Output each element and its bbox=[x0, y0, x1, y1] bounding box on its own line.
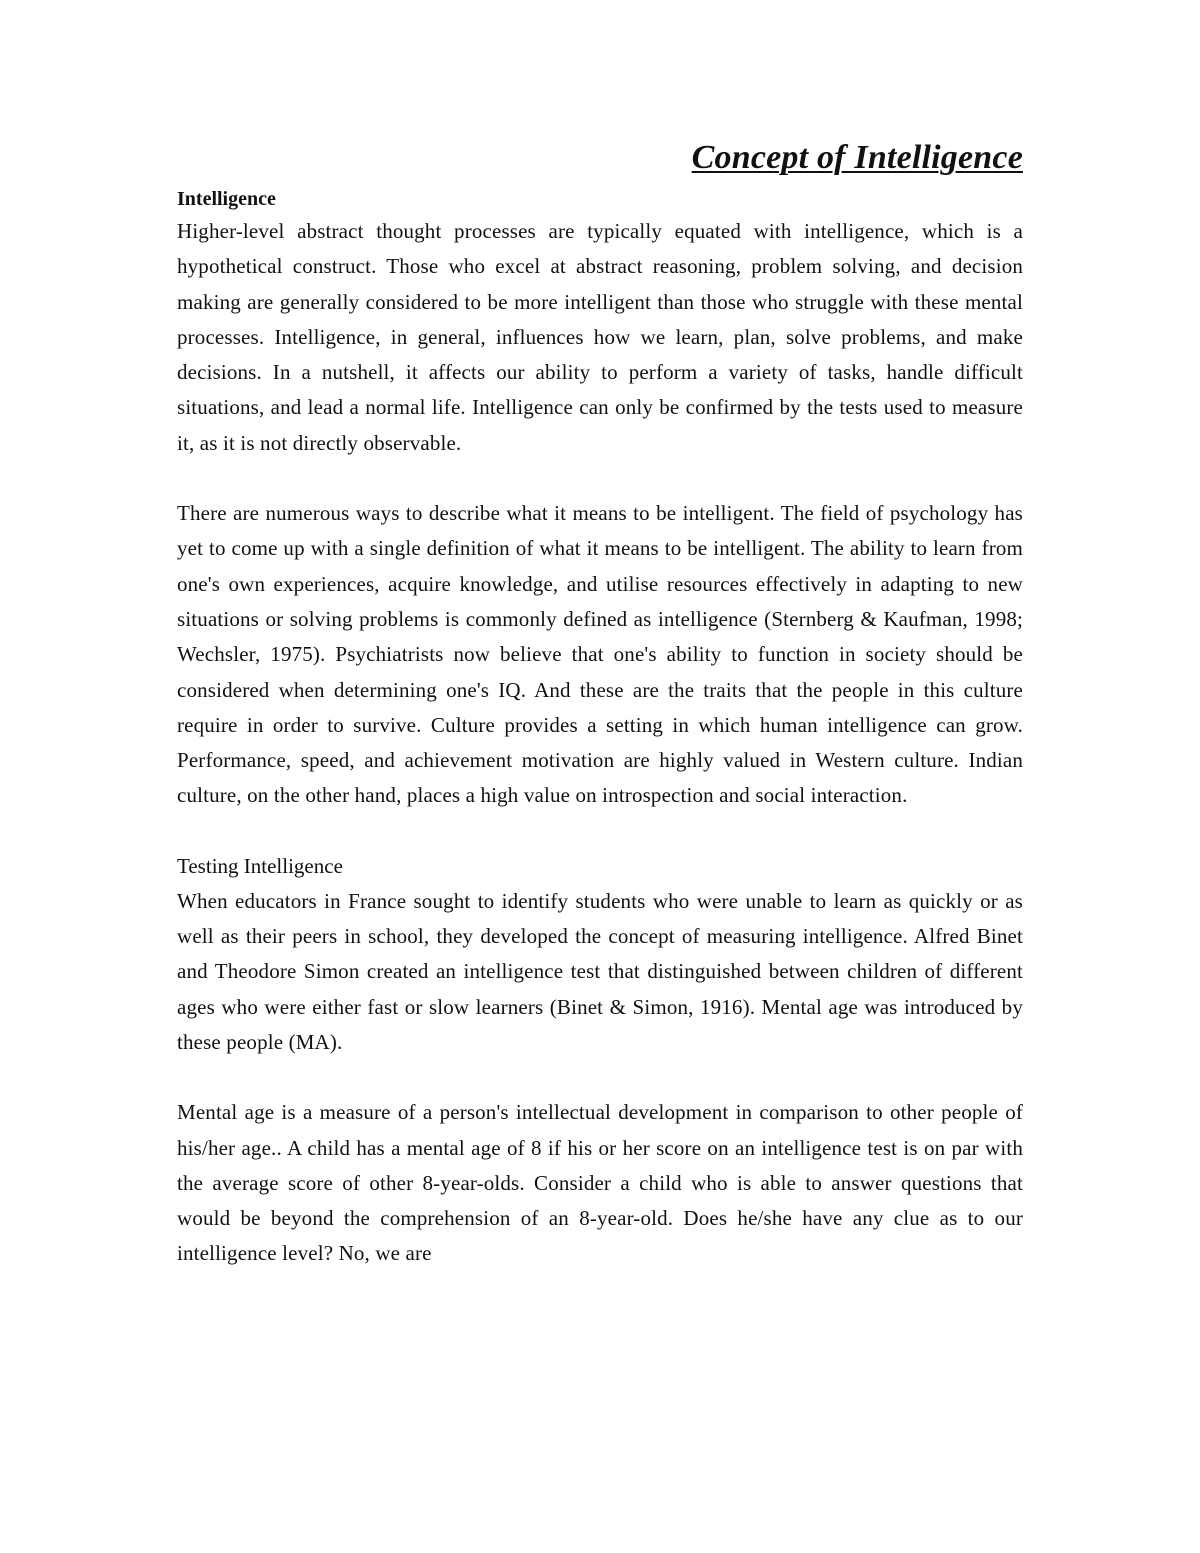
paragraph-spacer bbox=[177, 814, 1023, 849]
paragraph-intelligence-definition: Higher-level abstract thought processes are typically equated with intelligence, which is a hypothetical construct. Those who excel at abstract reasoning, problem solving, and decision making are generally considered to be more intelligent than those who struggle with these mental processes. Intelligence, in general, influences how we learn, plan, solve problems, and make decisions. In a nutshell, it affects our ability to perform a variety of tasks, handle difficult situations, and lead a normal life. Intelligence can only be confirmed by the tests used to measure it, as it is not directly observable. bbox=[177, 219, 1023, 455]
paragraph-spacer bbox=[177, 461, 1023, 496]
section-heading-intelligence: Intelligence bbox=[177, 188, 276, 210]
paragraph-testing-history: When educators in France sought to identify students who were unable to learn as quickly or as well as their peers in school, they developed the concept of measuring intelligence. Alfred Binet and Theodore Simon created an intelligence test that distinguished between children of different ages who were either fast or slow learners (Binet & Simon, 1916). Mental age was introduced by these people (MA). bbox=[177, 888, 1023, 1054]
document-title: Concept of Intelligence bbox=[691, 139, 1023, 176]
section-heading-testing-intelligence: Testing Intelligence bbox=[177, 853, 343, 878]
paragraph-mental-age: Mental age is a measure of a person's intellectual development in comparison to other people of his/her age.. A child has a mental age of 8 if his or her score on an intelligence test is on par with the average score of other 8-year-olds. Consider a child who is able to answer questions that would be beyond the comprehension of an 8-year-old. Does he/she have any clue as to our intelligence level? No, we are bbox=[177, 1100, 1023, 1266]
document-body bbox=[177, 138, 1023, 1272]
paragraph-intelligence-descriptions: There are numerous ways to describe what it means to be intelligent. The field of psychology has yet to come up with a single definition of what it means to be intelligent. The ability to learn from one's own experiences, acquire knowledge, and utilise resources effectively in adapting to new situations or solving problems is commonly defined as intelligence (Sternberg & Kaufman, 1998; Wechsler, 1975). Psychiatrists now believe that one's ability to function in society should be considered when determining one's IQ. And these are the traits that the people in this culture require in order to survive. Culture provides a setting in which human intelligence can grow. Performance, speed, and achievement motivation are highly valued in Western culture. Indian culture, on the other hand, places a high value on introspection and social interaction. bbox=[177, 501, 1023, 808]
paragraph-spacer bbox=[177, 1060, 1023, 1095]
title-container bbox=[177, 138, 1023, 184]
